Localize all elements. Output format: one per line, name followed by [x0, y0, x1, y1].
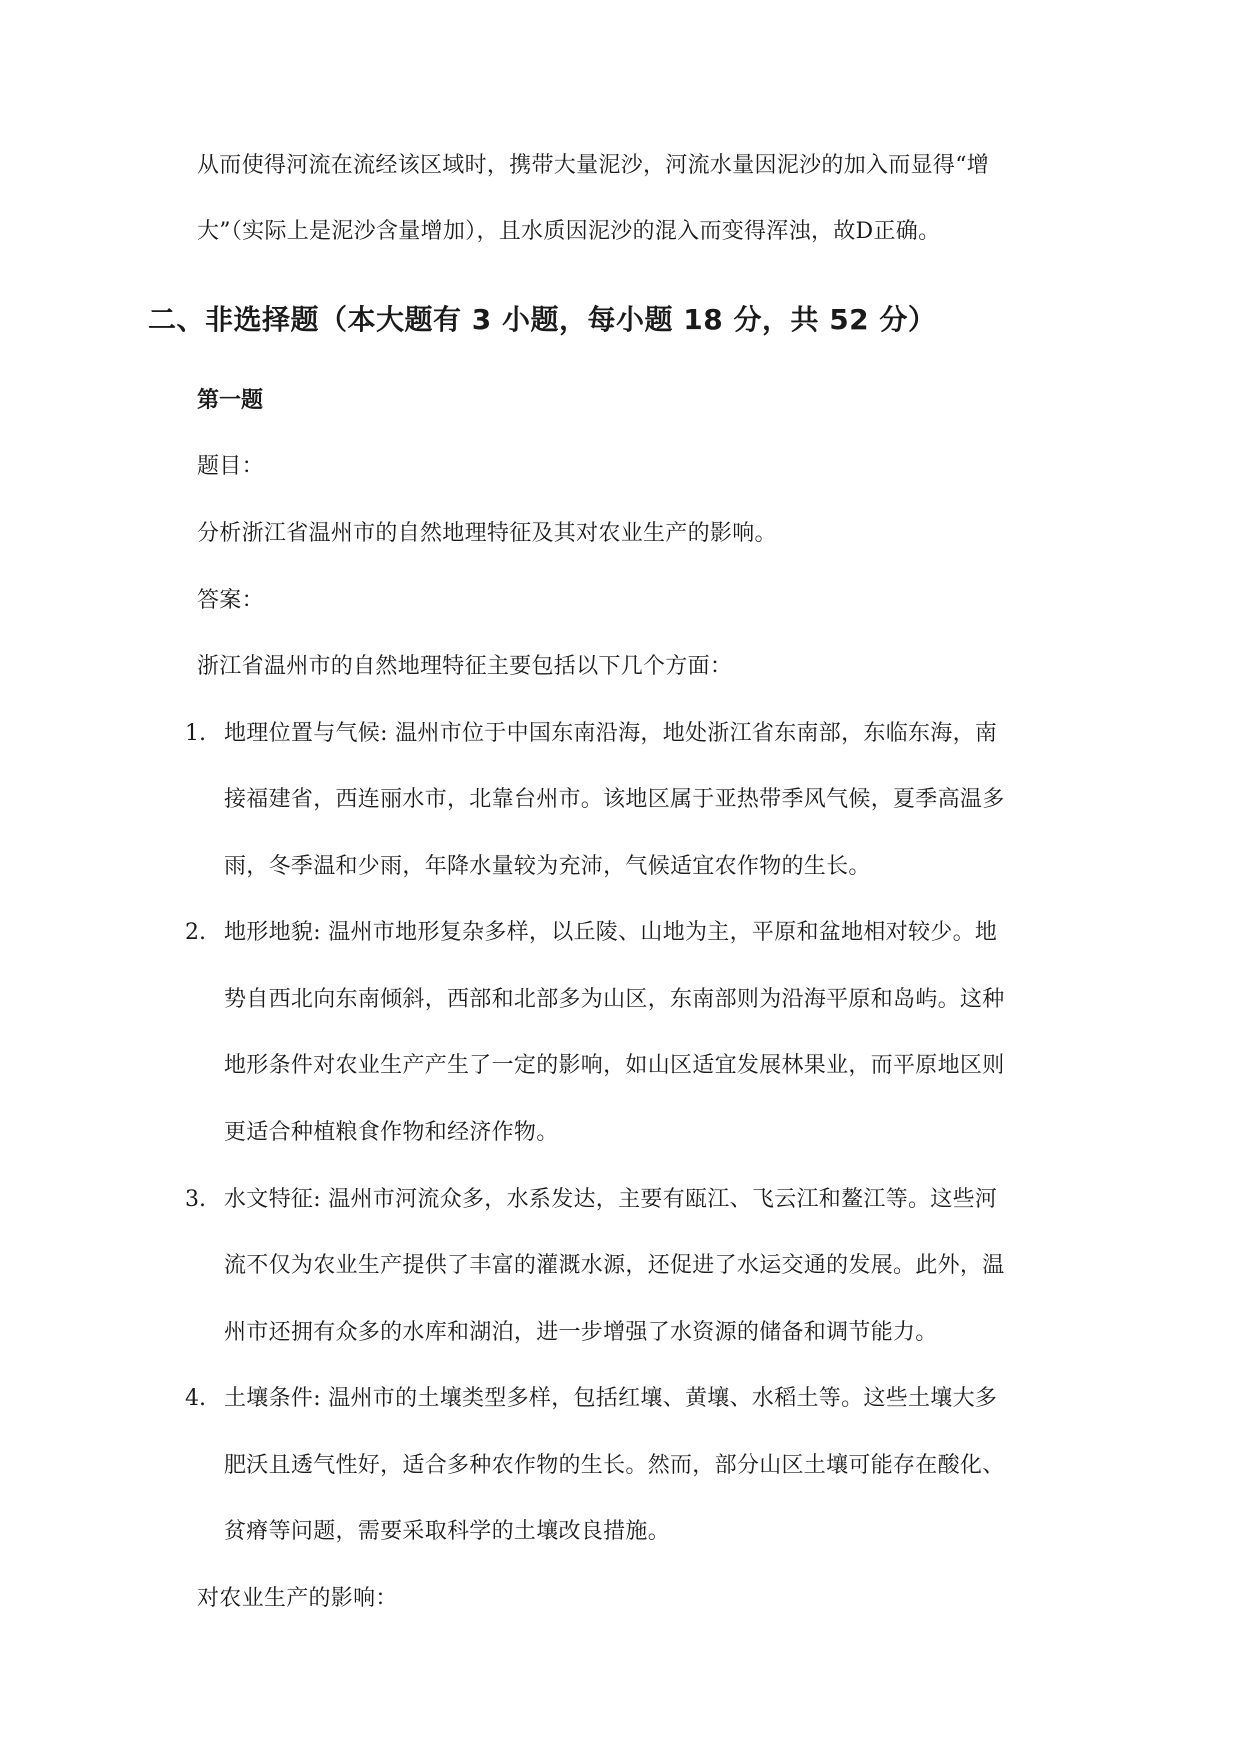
list-item-number: 1.	[185, 721, 206, 746]
question-title: 第一题	[197, 388, 264, 413]
list-item-number: 4.	[185, 1386, 206, 1411]
list-item-line: 更适合种植粮食作物和经济作物。	[224, 1120, 559, 1145]
list-item-line: 土壤条件: 温州市的土壤类型多样，包括红壤、黄壤、水稻土等。这些土壤大多	[224, 1386, 998, 1411]
list-item-line: 接福建省，西连丽水市，北靠台州市。该地区属于亚热带季风气候，夏季高温多	[224, 787, 1005, 812]
list-item-line: 地形地貌: 温州市地形复杂多样，以丘陵、山地为主，平原和盆地相对较少。地	[224, 920, 998, 945]
list-item-line: 势自西北向东南倾斜，西部和北部多为山区，东南部则为沿海平原和岛屿。这种	[224, 987, 1005, 1012]
list-item-line: 流不仅为农业生产提供了丰富的灌溉水源，还促进了水运交通的发展。此外，温	[224, 1253, 1005, 1278]
intro-line-2: 大”（实际上是泥沙含量增加），且水质因泥沙的混入而变得浑浊，故D正确。	[197, 219, 941, 244]
impact-label: 对农业生产的影响：	[197, 1586, 398, 1611]
question-label: 题目：	[197, 454, 264, 479]
answer-label: 答案：	[197, 588, 264, 613]
list-item-line: 州市还拥有众多的水库和湖泊，进一步增强了水资源的储备和调节能力。	[224, 1320, 938, 1345]
list-item-number: 2.	[185, 920, 206, 945]
list-item-line: 雨，冬季温和少雨，年降水量较为充沛，气候适宜农作物的生长。	[224, 854, 871, 879]
intro-line-1: 从而使得河流在流经该区域时，携带大量泥沙，河流水量因泥沙的加入而显得“增	[197, 153, 990, 178]
list-item-line: 水文特征: 温州市河流众多，水系发达，主要有瓯江、飞云江和鳌江等。这些河	[224, 1187, 998, 1212]
list-item-line: 肥沃且透气性好，适合多种农作物的生长。然而，部分山区土壤可能存在酸化、	[224, 1453, 1005, 1478]
list-item-line: 地形条件对农业生产产生了一定的影响，如山区适宜发展林果业，而平原地区则	[224, 1053, 1005, 1078]
answer-intro: 浙江省温州市的自然地理特征主要包括以下几个方面：	[197, 654, 733, 679]
list-item-line: 贫瘠等问题，需要采取科学的土壤改良措施。	[224, 1519, 671, 1544]
list-item-number: 3.	[185, 1187, 206, 1212]
question-text: 分析浙江省温州市的自然地理特征及其对农业生产的影响。	[197, 521, 777, 546]
list-item-line: 地理位置与气候: 温州市位于中国东南沿海，地处浙江省东南部，东临东海，南	[224, 721, 998, 746]
section-heading: 二、非选择题（本大题有 3 小题，每小题 18 分，共 52 分）	[148, 303, 937, 336]
